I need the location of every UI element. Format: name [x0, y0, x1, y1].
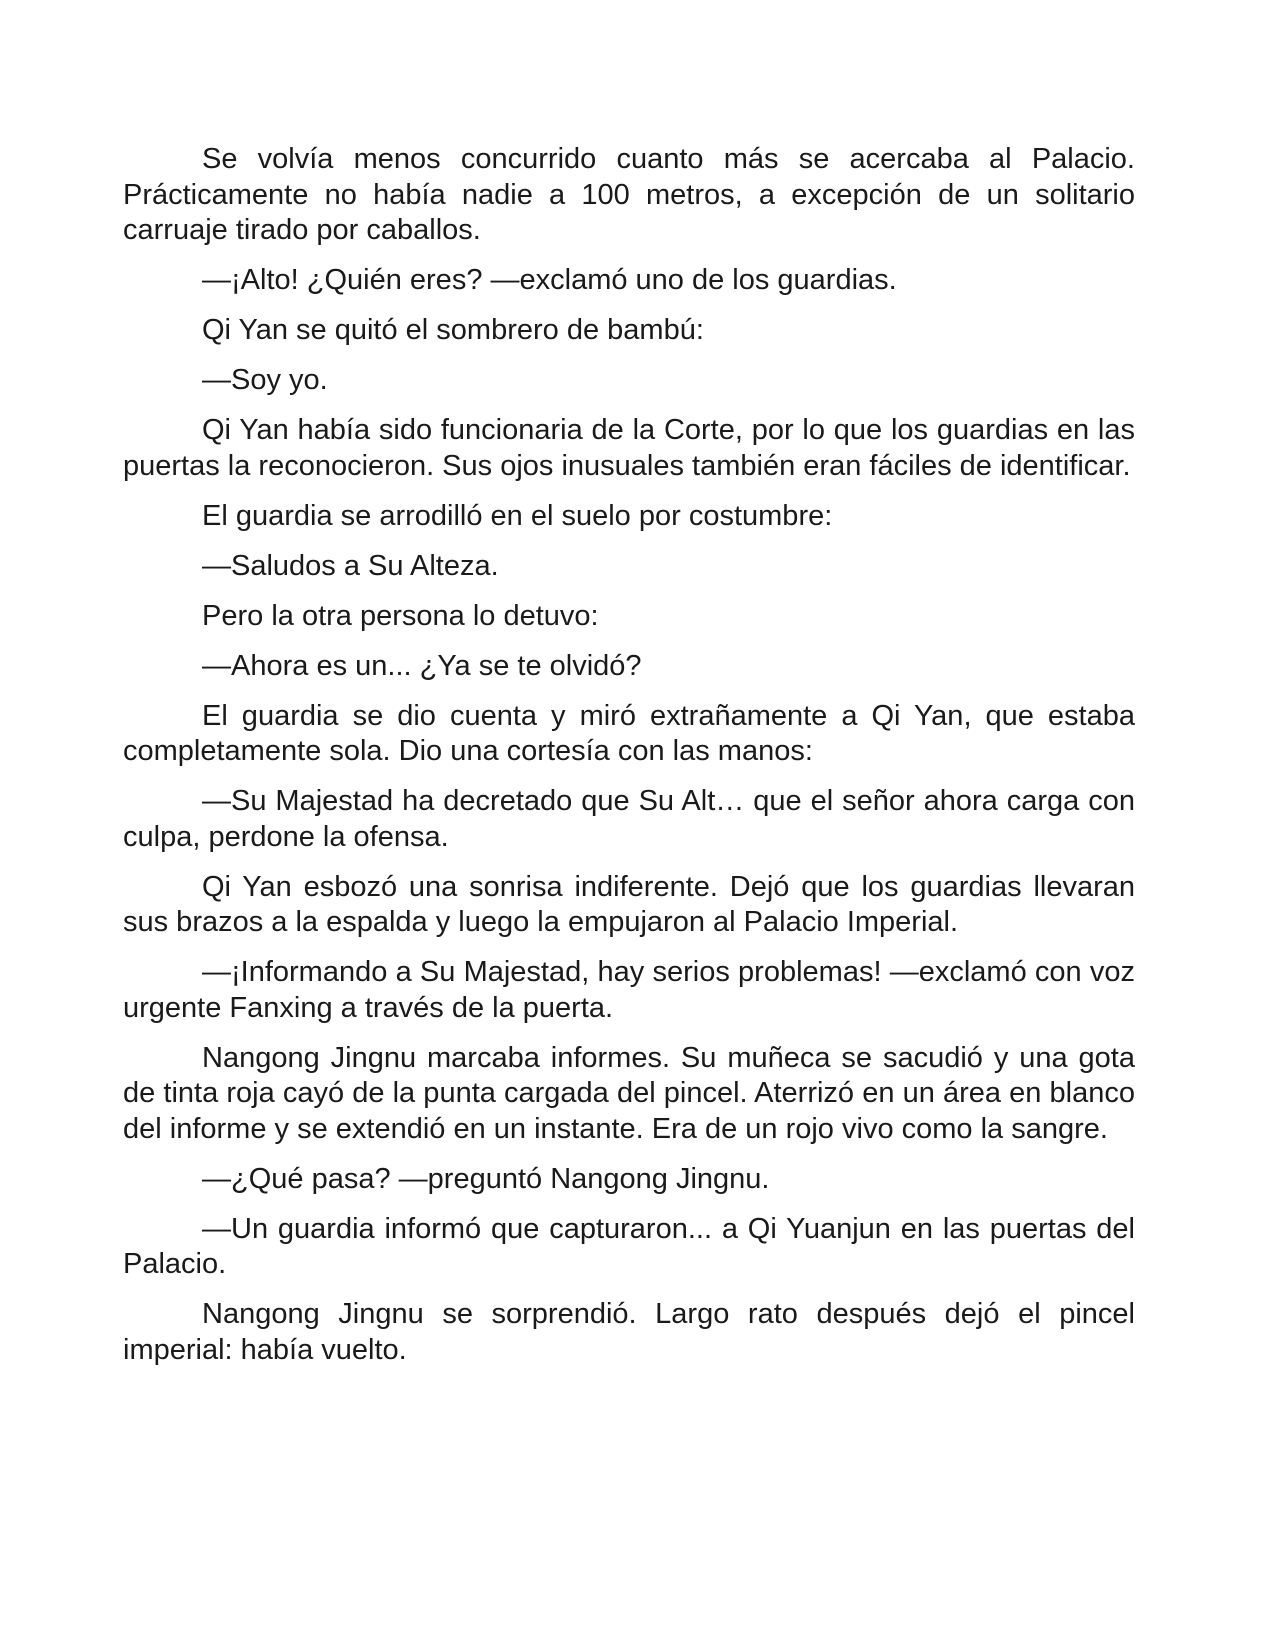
paragraph-11: —Su Majestad ha decretado que Su Alt… que el señor ahora carga con culpa, perdone la ofensa. [123, 785, 1135, 853]
paragraph-12: Qi Yan esbozó una sonrisa indiferente. Dejó que los guardias llevaran sus brazos a la espalda y luego la empujaron al Palacio Imperial. [123, 870, 1135, 938]
paragraph-15: —¿Qué pasa? —preguntó Nangong Jingnu. [202, 1162, 770, 1195]
paragraph-8: Pero la otra persona lo detuvo: [202, 599, 599, 632]
paragraph-17: Nangong Jingnu se sorprendió. Largo rato después dejó el pincel imperial: había vuelto. [123, 1298, 1135, 1366]
body-text [123, 142, 1135, 1383]
paragraph-2: —¡Alto! ¿Quién eres? —exclamó uno de los guardias. [202, 264, 897, 296]
paragraph-16: —Un guardia informó que capturaron... a Qi Yuanjun en las puertas del Palacio. [123, 1212, 1135, 1280]
paragraph-10: El guardia se dio cuenta y miró extrañamente a Qi Yan, que estaba completamente sola. Dio una cortesía con las manos: [123, 699, 1135, 767]
paragraph-5: Qi Yan había sido funcionaria de la Corte, por lo que los guardias en las puertas la reconocieron. Sus ojos inusuales también eran fáciles de identificar. [123, 414, 1135, 482]
paragraph-3: Qi Yan se quitó el sombrero de bambú: [202, 314, 704, 346]
paragraph-13: —¡Informando a Su Majestad, hay serios problemas! —exclamó con voz urgente Fanxing a través de la puerta. [123, 956, 1135, 1024]
paragraph-14: Nangong Jingnu marcaba informes. Su muñeca se sacudió y una gota de tinta roja cayó de la punta cargada del pincel. Aterrizó en un área en blanco del informe y se extendió en un instante. Era de un rojo vivo como la sangre. [123, 1041, 1135, 1145]
paragraph-7: —Saludos a Su Alteza. [202, 549, 499, 582]
paragraph-6: El guardia se arrodilló en el suelo por costumbre: [202, 499, 833, 532]
paragraph-9: —Ahora es un... ¿Ya se te olvidó? [202, 649, 642, 682]
paragraph-4: —Soy yo. [202, 364, 328, 396]
paragraph-1: Se volvía menos concurrido cuanto más se acercaba al Palacio. Prácticamente no había nadie a 100 metros, a excepción de un solitario carruaje tirado por caballos. [123, 143, 1135, 246]
